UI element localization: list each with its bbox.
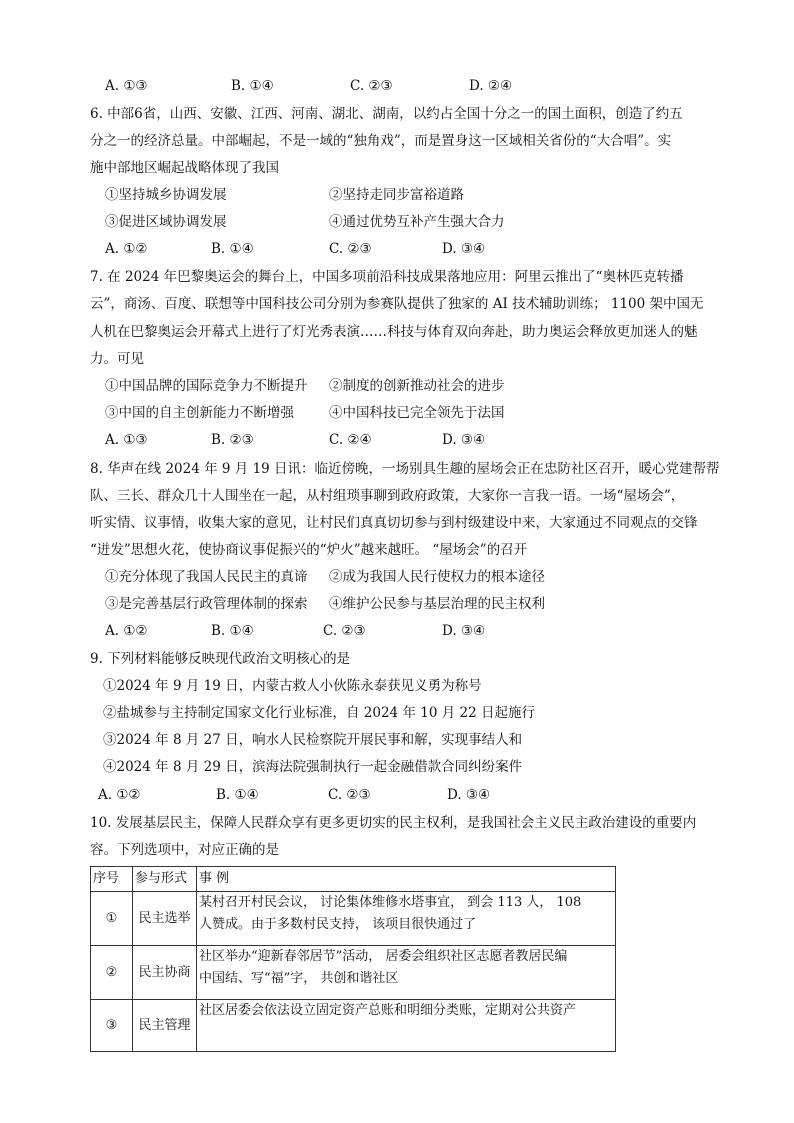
- row-number: ①: [91, 892, 133, 946]
- q7-item: ①中国品牌的国际竞争力不断提升: [105, 378, 308, 394]
- q8-item: ②成为我国人民行使权力的根本途径: [329, 569, 545, 585]
- q9-options: [98, 786, 598, 804]
- option-d: D. ③④: [447, 787, 491, 803]
- example-line: 某村召开村民会议， 讨论集体维修水塔事宜， 到会 113 人， 108: [199, 895, 582, 910]
- q6-options: [105, 240, 605, 258]
- q7-stem-line: 力。可见: [90, 351, 144, 367]
- option-c: C. ②③: [329, 241, 372, 257]
- q9-item: ①2024 年 9 月 19 日，内蒙古救人小伙陈永泰获见义勇为称号: [103, 678, 482, 694]
- q8-item: ③是完善基层行政管理体制的探索: [105, 596, 308, 612]
- option-d: D. ③④: [442, 241, 486, 257]
- q7-item: ③中国的自主创新能力不断增强: [105, 405, 294, 421]
- q10-table: [90, 866, 616, 1052]
- q7-stem-line: 云”，商汤、百度、联想等中国科技公司分别为参赛队提供了独家的 AI 技术辅助训练； 1100 架中国无: [90, 296, 704, 312]
- q6-stem-line: 施中部地区崛起战略体现了我国: [90, 160, 279, 176]
- option-c: C. ②④: [329, 432, 372, 448]
- q7-stem-line: 人机在巴黎奥运会开幕式上进行了灯光秀表演……科技与体育双向奔赴，助力奥运会释放更加迷人的魅: [90, 324, 698, 340]
- q5-options: [105, 77, 605, 95]
- q8-stem-line: 听实情、议事情，收集大家的意见，让村民们真真切切参与到村级建设中来，大家通过不同观点的交锋: [90, 515, 698, 531]
- option-a: A. ①③: [105, 78, 148, 94]
- q8-item: ④维护公民参与基层治理的民主权利: [329, 596, 545, 612]
- column-header: 事 例: [197, 867, 616, 892]
- example-cell: [197, 1000, 616, 1052]
- option-d: D. ②④: [469, 78, 513, 94]
- example-line: 人赞成。由于多数村民支持， 该项目很快通过了: [199, 917, 477, 932]
- table-row: [91, 892, 616, 946]
- option-a: A. ①②: [98, 787, 141, 803]
- q7-stem-line: 7. 在 2024 年巴黎奥运会的舞台上，中国多项前沿科技成果落地应用：阿里云推出了“奥林匹克转播: [90, 269, 684, 285]
- q7-options: [105, 431, 605, 449]
- option-c: C. ②③: [328, 787, 371, 803]
- column-header: 参与形式: [133, 867, 197, 892]
- q6-stem-line: 6. 中部6省，山西、安徽、江西、河南、湖北、湖南，以约占全国十分之一的国土面积，创造了约五: [90, 106, 683, 122]
- option-a: A. ①②: [105, 241, 148, 257]
- option-c: C. ②③: [350, 78, 393, 94]
- example-line: 社区居委会依法设立固定资产总账和明细分类账，定期对公共资产: [199, 1003, 577, 1018]
- q6-item: ③促进区域协调发展: [105, 214, 227, 230]
- option-b: B. ①④: [211, 241, 254, 257]
- participation-form: 民主选举: [133, 892, 197, 946]
- q8-options: [105, 622, 605, 640]
- option-a: A. ①③: [105, 432, 148, 448]
- option-c: C. ②③: [323, 623, 366, 639]
- example-line: 社区举办“迎新春邻居节”活动， 居委会组织社区志愿者教居民编: [199, 949, 568, 964]
- row-number: ②: [91, 946, 133, 1000]
- table-row: [91, 946, 616, 1000]
- table-row: [91, 1000, 616, 1052]
- option-d: D. ③④: [442, 623, 486, 639]
- q7-item: ④中国科技已完全领先于法国: [329, 405, 505, 421]
- example-cell: [197, 946, 616, 1000]
- option-b: B. ②③: [211, 432, 254, 448]
- option-b: B. ①④: [231, 78, 274, 94]
- q6-item: ①坚持城乡协调发展: [105, 187, 227, 203]
- q9-stem: 9. 下列材料能够反映现代政治文明核心的是: [90, 651, 351, 667]
- option-b: B. ①④: [211, 623, 254, 639]
- row-number: ③: [91, 1000, 133, 1052]
- q6-item: ②坚持走同步富裕道路: [329, 187, 464, 203]
- q10-stem-line: 10. 发展基层民主，保障人民群众享有更多更切实的民主权利，是我国社会主义民主政治建设的重要内: [90, 815, 697, 831]
- q6-stem-line: 分之一的经济总量。中部崛起，不是一域的“独角戏”，而是置身这一区域相关省份的“大合唱”。实: [90, 133, 672, 149]
- q6-item: ④通过优势互补产生强大合力: [329, 214, 505, 230]
- option-d: D. ③④: [442, 432, 486, 448]
- participation-form: 民主协商: [133, 946, 197, 1000]
- q9-item: ③2024 年 8 月 27 日，响水人民检察院开展民事和解，实现事结人和: [103, 732, 523, 748]
- q8-stem-line: 队、三长、群众几十人围坐在一起，从村组琐事聊到政府政策，大家你一言我一语。一场“屋场会”，: [90, 488, 685, 504]
- q7-item: ②制度的创新推动社会的进步: [329, 378, 505, 394]
- q9-item: ②盐城参与主持制定国家文化行业标准，自 2024 年 10 月 22 日起施行: [103, 705, 535, 721]
- example-line: 中国结、写“福”字， 共创和谐社区: [199, 971, 399, 986]
- q8-stem-line: “迸发”思想火花，使协商议事促振兴的“炉火”越来越旺。 “屋场会”的召开: [90, 542, 528, 558]
- participation-form: 民主管理: [133, 1000, 197, 1052]
- option-b: B. ①④: [216, 787, 259, 803]
- q8-stem-line: 8. 华声在线 2024 年 9 月 19 日讯：临近傍晚，一场别具生趣的屋场会正在忠防社区召开，暖心党建帮帮: [90, 461, 720, 477]
- example-cell: [197, 892, 616, 946]
- option-a: A. ①②: [105, 623, 148, 639]
- q8-item: ①充分体现了我国人民民主的真谛: [105, 569, 308, 585]
- q10-stem-line: 容。下列选项中，对应正确的是: [90, 842, 279, 858]
- table-header-row: [91, 867, 616, 892]
- q9-item: ④2024 年 8 月 29 日，滨海法院强制执行一起金融借款合同纠纷案件: [103, 759, 523, 775]
- column-header: 序号: [91, 867, 133, 892]
